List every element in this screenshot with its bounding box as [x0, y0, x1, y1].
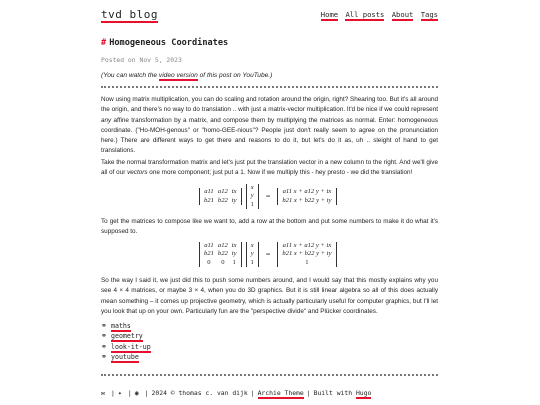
- site-footer: [101, 389, 371, 398]
- tag-icon: ⚭: [101, 332, 107, 341]
- video-note-pre: (You can watch the: [101, 72, 159, 79]
- matrix-cell: b22: [217, 196, 228, 204]
- tag-item: [101, 353, 151, 363]
- result-cell: b21 x + b22 y + ty: [282, 196, 332, 204]
- tag-list: [101, 322, 151, 363]
- vector-cell: x: [250, 184, 254, 191]
- matrix-cell: a11: [204, 188, 214, 196]
- vector-cell: y: [250, 250, 254, 258]
- nav-tags[interactable]: Tags: [420, 10, 438, 19]
- tag-link-maths[interactable]: maths: [111, 322, 131, 330]
- tag-link-look-it-up[interactable]: look-it-up: [111, 342, 151, 351]
- matrix-cell: b21: [204, 196, 214, 204]
- matrix-cell: a12: [217, 188, 228, 196]
- github-icon[interactable]: ◉: [134, 389, 139, 397]
- equation-2x3: [199, 184, 337, 209]
- copyright: 2024 © thomas c. van dijk: [151, 389, 248, 397]
- matrix-cell: 1: [232, 258, 236, 266]
- site-logo[interactable]: tvd blog: [101, 8, 158, 21]
- post-title-text: Homogeneous Coordinates: [109, 38, 229, 48]
- input-vector: [246, 184, 259, 209]
- twitter-icon[interactable]: ✦: [117, 389, 122, 397]
- result-vector-3: [277, 242, 336, 267]
- matrix-cell: 0: [221, 258, 225, 266]
- tag-icon: ⚭: [101, 352, 107, 361]
- result-cell: a11 x + a12 y + tx: [282, 188, 332, 196]
- result-cell: 1: [305, 258, 309, 266]
- hugo-link[interactable]: Hugo: [355, 389, 372, 397]
- paragraph-conclusion: So the way I said it, we just did this to push some numbers around, and I would say that this mostly explains why you see 4 × 4 matrices, or maybe 3 × 4, when you do 3D graphics. But it is still linear algebra so all of this does actually mean something – it comes up projective geometry, which is actually particularly useful for computer graphics, but I'll let you look that up on your own. Particularly fun are the "perspective divide" and Plücker coordinates.: [101, 277, 438, 315]
- main-nav: [318, 10, 438, 19]
- paragraph-intro-em: any: [101, 116, 112, 124]
- nav-home[interactable]: Home: [320, 10, 339, 19]
- video-note-post: of this post on YouTube.): [197, 72, 273, 79]
- transform-matrix-3x3: [199, 242, 242, 267]
- divider-top: [101, 86, 438, 88]
- matrix-cell: a11: [204, 242, 214, 249]
- matrix-cell: ty: [231, 250, 237, 258]
- matrix-cell: tx: [231, 188, 237, 196]
- vector-cell: x: [250, 242, 254, 249]
- footer-separator: |: [306, 389, 311, 397]
- result-cell: a11 x + a12 y + tx: [282, 242, 332, 249]
- tag-item: [101, 322, 151, 332]
- matrix-cell: b21: [204, 250, 214, 258]
- nav-about[interactable]: About: [391, 10, 414, 19]
- tag-icon: ⚭: [101, 322, 107, 330]
- divider-bottom: [101, 374, 438, 376]
- archie-theme-link[interactable]: Archie Theme: [257, 389, 304, 397]
- video-version-link[interactable]: video version: [158, 72, 198, 79]
- matrix-cell: tx: [231, 242, 237, 249]
- paragraph-translation-em: vectors: [127, 169, 148, 177]
- vector-cell: 1: [250, 258, 254, 266]
- matrix-cell: b22: [217, 250, 228, 258]
- post-title: [101, 38, 228, 49]
- result-cell: b21 x + b22 y + ty: [282, 250, 332, 258]
- paragraph-translation: [101, 158, 438, 179]
- input-vector-3: [246, 242, 259, 267]
- equation-3x3: [199, 242, 337, 267]
- tag-item: [101, 332, 151, 342]
- email-icon[interactable]: ✉: [101, 389, 105, 397]
- paragraph-intro-b: affine transformation by a matrix, and compose them by multiplying the matrices as normal. Enter: homogeneous coordinate. ("Ho-MOH-genous" or "homo-GEE-nious"? People just don't really seem to agree on the pronunciation here.) There are different ways to get there and reasons to do it, but let's do it as, uh .. sleight of hand to get translations.: [101, 116, 438, 155]
- footer-separator: |: [250, 389, 255, 397]
- paragraph-intro: [101, 95, 438, 157]
- equals-sign: =: [265, 250, 271, 260]
- vector-cell: 1: [250, 200, 254, 208]
- matrix-cell: ty: [231, 196, 237, 204]
- paragraph-compose: To get the matrices to compose like we want to, add a row at the bottom and put some numbers to make it do what it's supposed to.: [101, 218, 438, 236]
- built-with-text: Built with: [313, 389, 353, 397]
- paragraph-translation-b: one more component; just put a 1. Now if we multiply this - hey presto - we did the translation!: [147, 169, 413, 177]
- result-vector: [277, 188, 336, 205]
- title-hash: #: [101, 38, 107, 48]
- paragraph-translation-a: Take the normal transformation matrix and let's just put the translation vector in a new column to the right. And we'll give all of our: [101, 159, 438, 177]
- tag-item: [101, 343, 151, 353]
- vector-cell: y: [250, 192, 254, 200]
- transform-matrix: [199, 188, 242, 205]
- matrix-cell: 0: [207, 258, 211, 266]
- site-header: [101, 8, 438, 24]
- tag-icon: ⚭: [101, 342, 107, 351]
- matrix-cell: a12: [217, 242, 228, 249]
- video-note: [101, 71, 272, 80]
- paragraph-intro-a: Now using matrix multiplication, you can do scaling and rotation around the origin, right? Shearing too. But it's all around the origin, and there's no way to do translation .. with just a matrix-vector multiplication. It'd be nice if we could represent: [101, 96, 438, 114]
- equals-sign: =: [265, 192, 271, 202]
- nav-all-posts[interactable]: All posts: [345, 10, 385, 19]
- tag-link-geometry[interactable]: geometry: [111, 332, 143, 341]
- footer-separator: |: [144, 389, 149, 397]
- post-date: Posted on Nov 5, 2023: [101, 56, 182, 64]
- tag-link-youtube[interactable]: youtube: [111, 352, 139, 361]
- footer-separator: |: [110, 389, 115, 397]
- footer-separator: |: [127, 389, 132, 397]
